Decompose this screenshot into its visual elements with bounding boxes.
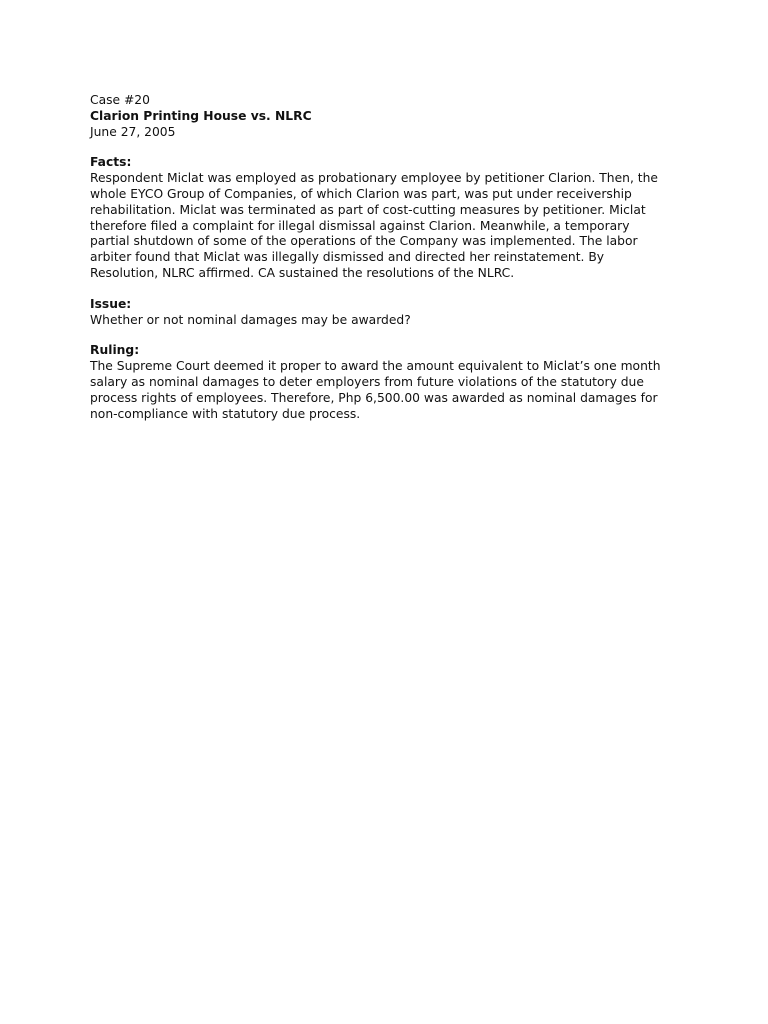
facts-line: Respondent Miclat was employed as probationary employee by petitioner Clarion. Then, the — [90, 171, 658, 186]
case-number: Case #20 — [90, 93, 150, 107]
ruling-section — [90, 343, 690, 422]
facts-line: Resolution, NLRC affirmed. CA sustained the resolutions of the NLRC. — [90, 265, 515, 280]
ruling-line: The Supreme Court deemed it proper to award the amount equivalent to Miclat’s one month — [90, 359, 661, 374]
case-date: June 27, 2005 — [90, 124, 176, 139]
spacer — [90, 140, 690, 155]
spacer — [90, 328, 690, 343]
facts-line: rehabilitation. Miclat was terminated as part of cost-cutting measures by petitioner. Miclat — [90, 202, 646, 217]
issue-section — [90, 297, 690, 329]
ruling-heading: Ruling: — [90, 343, 140, 358]
facts-section — [90, 155, 690, 281]
document-page — [90, 93, 690, 422]
facts-heading: Facts: — [90, 155, 132, 170]
ruling-line: salary as nominal damages to deter employers from future violations of the statutory due — [90, 374, 644, 389]
issue-heading: Issue: — [90, 296, 132, 311]
spacer — [90, 282, 690, 297]
facts-line: partial shutdown of some of the operations of the Company was implemented. The labor — [90, 234, 638, 249]
facts-line: whole EYCO Group of Companies, of which Clarion was part, was put under receivership — [90, 186, 632, 201]
case-title: Clarion Printing House vs. NLRC — [90, 108, 312, 123]
ruling-line: non-compliance with statutory due process. — [90, 406, 361, 421]
facts-line: therefore filed a complaint for illegal dismissal against Clarion. Meanwhile, a temporary — [90, 218, 630, 233]
issue-line: Whether or not nominal damages may be awarded? — [90, 312, 411, 327]
ruling-line: process rights of employees. Therefore, Php 6,500.00 was awarded as nominal damages for — [90, 390, 658, 405]
facts-line: arbiter found that Miclat was illegally dismissed and directed her reinstatement. By — [90, 250, 605, 265]
